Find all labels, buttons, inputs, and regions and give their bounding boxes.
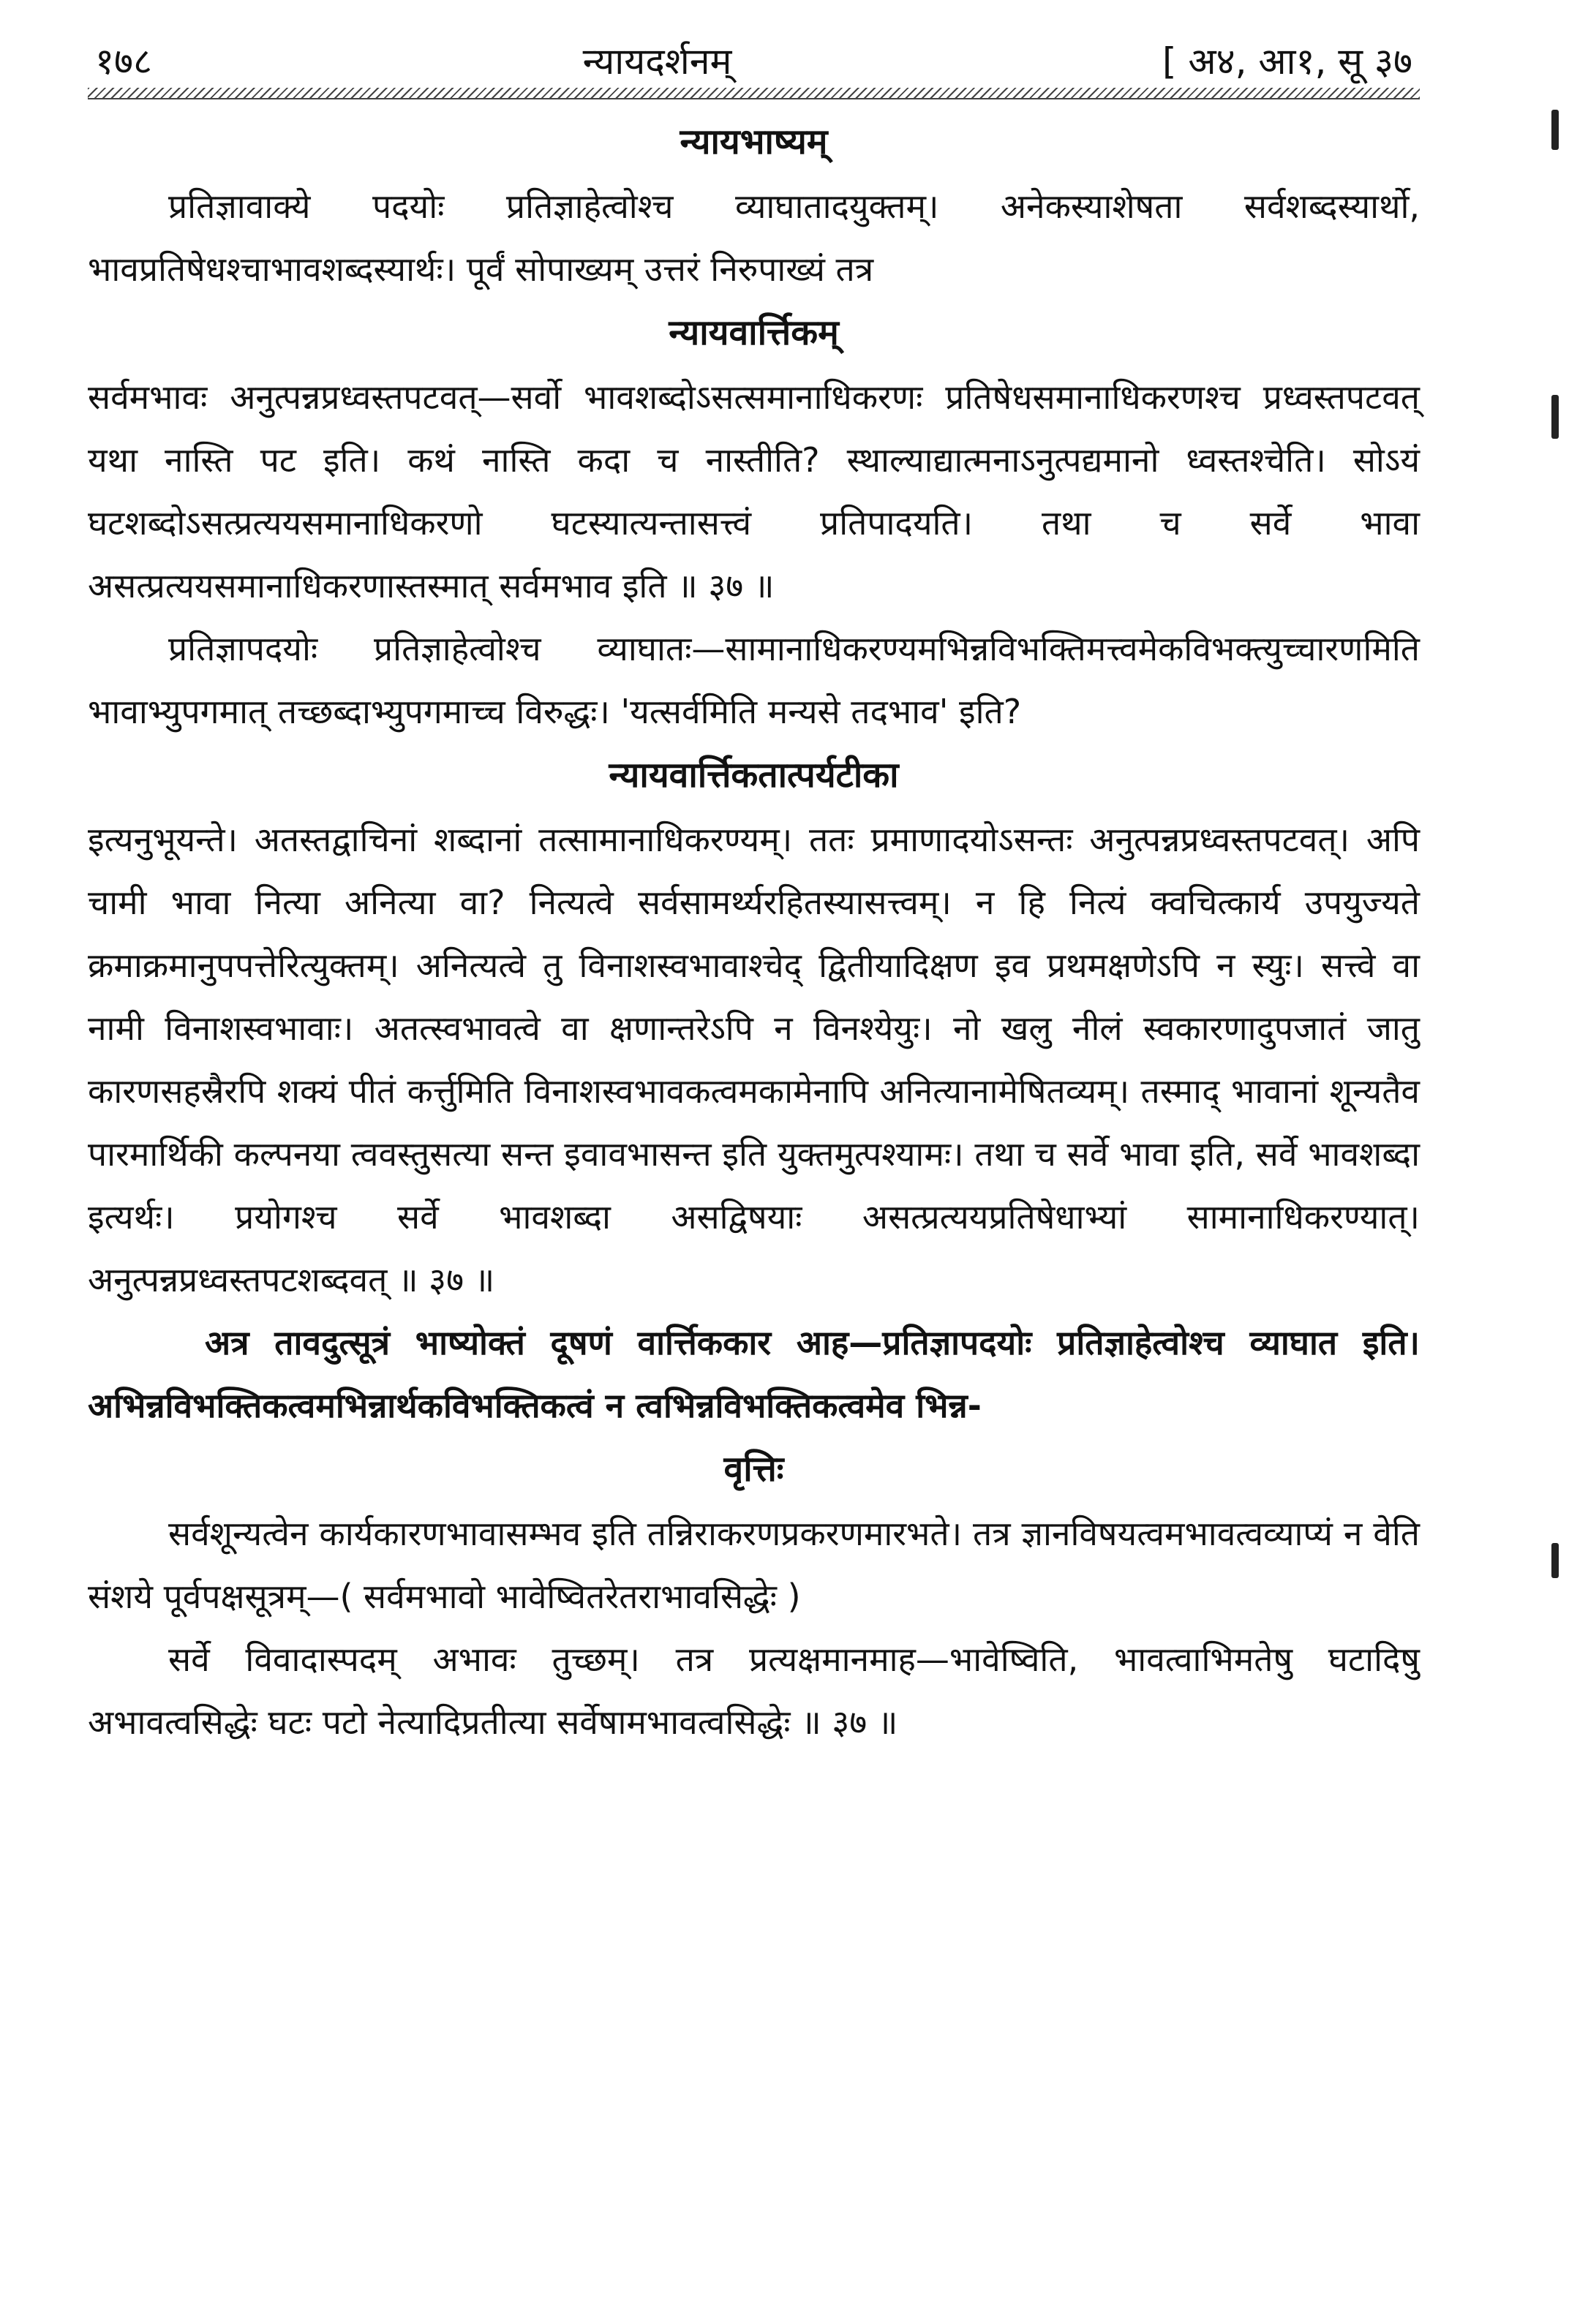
tika-text-1: इत्यनुभूयन्ते। अतस्तद्वाचिनां शब्दानां तत्सामानाधिकरण्यम्। ततः प्रमाणादयोऽसन्तः अनुत्पन्नप्रध्वस्तपटवत्। अपि चामी भावा नित्या अनित्या वा? नित्यत्वे सर्वसामर्थ्यरहितस्यासत्त्वम्। न हि नित्यं क्वचित्कार्य उपयुज्यते क्रमाक्रमानुपपत्तेरित्युक्तम्। अनित्यत्वे तु विनाशस्वभावाश्चेद् द्वितीयादिक्षण इव प्रथमक्षणेऽपि न स्युः। सत्त्वे वा नामी विनाशस्वभावाः। अतत्स्वभावत्वे वा क्षणान्तरेऽपि न विनश्येयुः। नो खलु नीलं स्वकारणादुपजातं जातु कारणसहस्रैरपि शक्यं पीतं कर्त्तुमिति विनाशस्वभावकत्वमकामेनापि अनित्यानामेषितव्यम्। तस्माद् भावानां शून्यतैव पारमार्थिकी कल्पनया त्ववस्तुसत्या सन्त इवावभासन्त इति युक्तमुत्पश्यामः। तथा च सर्वे भावा इति, सर्वे भावशब्दा इत्यर्थः। प्रयोगश्च सर्वे भावशब्दा असद्विषयाः असत्प्रत्ययप्रतिषेधाभ्यां सामानाधिकरण्यात्। अनुत्पन्नप्रध्वस्तपटशब्दवत् ॥ ३७ ॥	[88, 820, 1420, 1299]
margin-mark	[1551, 110, 1559, 150]
vartika-title: न्यायवार्त्तिकम्	[669, 312, 839, 353]
vartika-text-2: प्रतिज्ञापदयोः प्रतिज्ञाहेत्वोश्च व्याघातः—सामानाधिकरण्यमभिन्नविभक्तिमत्त्वमेकविभक्त्युच्चारणमिति भावाभ्युपगमात् तच्छब्दाभ्युपगमाच्च विरुद्धः। 'यत्सर्वमिति मन्यसे तदभाव' इति?	[88, 629, 1420, 731]
page-number: १७८	[95, 40, 152, 83]
vritti-text-1: सर्वशून्यत्वेन कार्यकारणभावासम्भव इति तन्निराकरणप्रकरणमारभते। तत्र ज्ञानविषयत्वमभावत्वव्याप्यं न वेति संशये पूर्वपक्षसूत्रम्—( सर्वमभावो भावेष्वितरेतराभावसिद्धेः )	[88, 1514, 1420, 1616]
vritti-text-2: सर्वे विवादास्पदम् अभावः तुच्छम्। तत्र प्रत्यक्षमानमाह—भावेष्विति, भावत्वाभिमतेषु घटादिषु अभावत्वसिद्धेः घटः पटो नेत्यादिप्रतीत्या सर्वेषामभावत्वसिद्धेः ॥ ३७ ॥	[88, 1640, 1420, 1742]
margin-mark	[1551, 395, 1559, 439]
running-header	[88, 35, 1420, 83]
chapter-reference: [ अ४, आ१, सू ३७	[1162, 40, 1412, 83]
margin-mark	[1551, 1543, 1559, 1578]
vartika-text-1: सर्वमभावः अनुत्पन्नप्रध्वस्तपटवत्—सर्वो भावशब्दोऽसत्समानाधिकरणः प्रतिषेधसमानाधिकरणश्च प्रध्वस्तपटवत् यथा नास्ति पट इति। कथं नास्ति कदा च नास्तीति? स्थाल्याद्यात्मनाऽनुत्पद्यमानो ध्वस्तश्चेति। सोऽयं घटशब्दोऽसत्प्रत्ययसमानाधिकरणो घटस्यात्यन्तासत्त्वं प्रतिपादयति। तथा च सर्वे भावा असत्प्रत्ययसमानाधिकरणास्तस्मात् सर्वमभाव इति ॥ ३७ ॥	[88, 377, 1420, 605]
book-title: न्यायदर्शनम्	[582, 40, 732, 83]
bhashya-title: न्यायभाष्यम्	[680, 121, 828, 162]
header-rule	[88, 88, 1420, 99]
bhashya-text: प्रतिज्ञावाक्ये पदयोः प्रतिज्ञाहेत्वोश्च व्याघातादयुक्तम्। अनेकस्याशेषता सर्वशब्दस्यार्थो, भावप्रतिषेधश्चाभावशब्दस्यार्थः। पूर्वं सोपाख्यम् उत्तरं निरुपाख्यं तत्र	[88, 186, 1420, 289]
tika-title: न्यायवार्त्तिकतात्पर्यटीका	[609, 755, 899, 796]
tika-text-2: अत्र तावदुत्सूत्रं भाष्योक्तं दूषणं वार्त्तिककार आह—प्रतिज्ञापदयोः प्रतिज्ञाहेत्वोश्च व्याघात इति। अभिन्नविभक्तिकत्वमभिन्नार्थकविभक्तिकत्वं न त्वभिन्नविभक्तिकत्वमेव भिन्न-	[88, 1323, 1420, 1425]
vritti-title: वृत्तिः	[723, 1449, 784, 1490]
